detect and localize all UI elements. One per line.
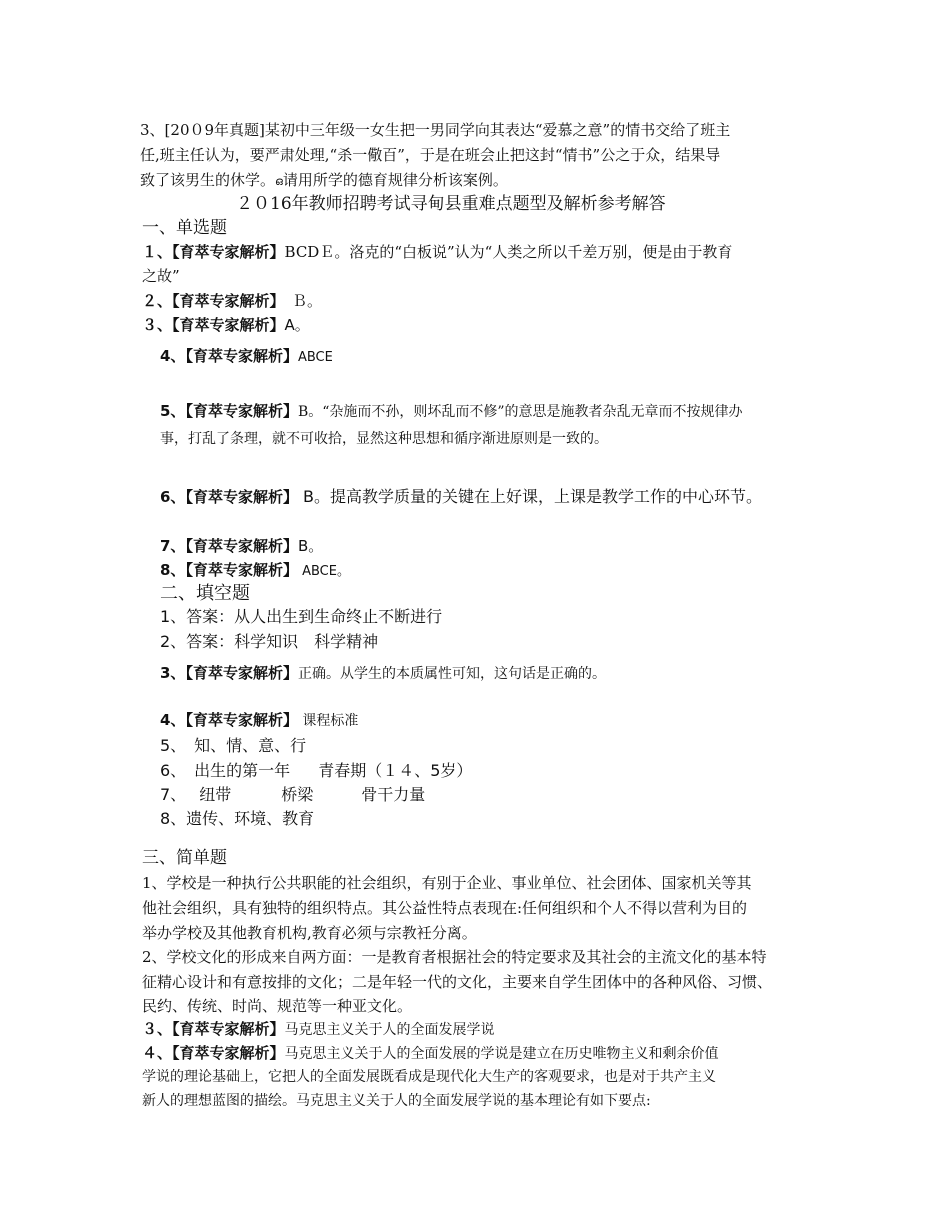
expert-tag: 【育萃专家解析】: [172, 1044, 285, 1062]
answer-number: １、: [142, 243, 173, 261]
fill-answer-4: [160, 711, 358, 730]
expert-tag: 【育萃专家解析】: [185, 347, 298, 365]
fill-answer-6-a: 6、 出生的第一年: [160, 761, 291, 780]
fill-answer-7-a: 7、 纽带: [160, 785, 232, 804]
short-answer-2-line-3: 民约、传统、时尚、规范等一种亚文化。: [142, 997, 413, 1015]
expert-tag: 【育萃专家解析】: [172, 292, 278, 310]
short-answer-2-line-2: 征精心设计和有意按排的文化；二是年轻一代的文化，主要来自学生团体中的各种风俗、习惯、: [142, 973, 773, 991]
short-answer-4-line-2: 学说的理论基础上，它把人的全面发展既看成是现代化大生产的客观要求，也是对于共产主义: [142, 1069, 716, 1085]
short-answer-1-line-1: 1、学校是一种执行公共职能的社会组织，有别于企业、事业单位、社会团体、国家机关等其: [142, 874, 752, 892]
answer-text: A。: [284, 316, 310, 334]
answer-number: 3、: [160, 664, 186, 682]
answer-1-6: [160, 487, 762, 506]
answer-1-5: [160, 402, 743, 421]
expert-tag: 【育萃专家解析】: [172, 1020, 285, 1038]
fill-answer-6: [160, 761, 472, 780]
answer-number: 4、: [160, 347, 186, 365]
fill-answer-3: [160, 664, 606, 683]
short-answer-4-line-3: 新人的理想蓝图的描绘。马克思主义关于人的全面发展学说的基本理论有如下要点:: [142, 1093, 651, 1109]
answer-number: 8、: [160, 561, 186, 579]
short-answer-1-line-2: 他社会组织，具有独特的组织特点。其公益性特点表现在:任何组织和个人不得以营利为目的: [142, 899, 748, 917]
answer-1-7: [160, 537, 323, 555]
answer-text: B。“杂施而不孙，则坏乱而不修”的意思是施教者杂乱无章而不按规律办: [297, 404, 743, 420]
answer-number: ４、: [142, 1044, 173, 1062]
short-answer-4: [142, 1044, 719, 1063]
fill-answer-6-b: 青春期（１４、5岁）: [318, 761, 473, 780]
fill-answer-5: 5、 知、情、意、行: [160, 736, 307, 755]
answer-1-1-cont: 之故”: [142, 267, 180, 285]
expert-tag: 【育萃专家解析】: [172, 243, 285, 261]
answer-1-8: [160, 561, 350, 580]
intro-mark: ഒ: [275, 175, 283, 188]
intro-line-3: [140, 171, 508, 189]
answer-number: 7、: [160, 537, 186, 555]
expert-tag: 【育萃专家解析】: [185, 488, 298, 506]
answer-1-4: [160, 347, 333, 366]
answer-1-2: [142, 292, 322, 310]
intro-line-3-text-b: 请用所学的德育规律分析该案例。: [282, 171, 508, 189]
answer-text: 马克思主义关于人的全面发展的学说是建立在历史唯物主义和剩余价值: [284, 1046, 719, 1062]
answer-number: 5、: [160, 402, 186, 420]
answer-text: Ｂ。: [277, 292, 323, 310]
section-heading-short-answer: 三、简单题: [142, 848, 227, 868]
answer-text: B。提高教学质量的关键在上好课，上课是教学工作的中心环节。: [297, 487, 763, 506]
answer-text: 课程标准: [297, 713, 359, 729]
short-answer-1-line-3: 举办学校及其他教育机构,教育必须与宗教衽分离。: [142, 924, 477, 942]
answer-1-3: [142, 316, 310, 334]
fill-answer-7: [160, 785, 425, 804]
answer-number: 4、: [160, 711, 186, 729]
fill-answer-2: 2、答案：科学知识 科学精神: [160, 632, 379, 651]
expert-tag: 【育萃专家解析】: [185, 711, 298, 729]
intro-line-1: 3、[20０9年真题]某初中三年级一女生把一男同学向其表达“爱慕之意”的情书交给了班主: [140, 121, 731, 139]
answer-text: 马克思主义关于人的全面发展学说: [284, 1022, 495, 1038]
answer-text: ABCE。: [297, 564, 350, 579]
short-answer-2-line-1: 2、学校文化的形成来自两方面：一是教育者根据社会的特定要求及其社会的主流文化的基本特: [142, 948, 767, 966]
answer-text: BCDＥ。洛克的“白板说”认为“人类之所以千差万别，便是由于教育: [284, 243, 733, 261]
expert-tag: 【育萃专家解析】: [172, 316, 285, 334]
answer-text: B。: [297, 537, 324, 555]
short-answer-3: [142, 1020, 495, 1039]
intro-line-3-text: 致了该男生的休学。: [140, 171, 276, 189]
fill-answer-7-c: 骨干力量: [361, 785, 426, 804]
section-heading-fill-in: 二、填空题: [160, 583, 250, 604]
answer-number: ２、: [142, 292, 173, 310]
section-heading-single-choice: 一、单选题: [142, 218, 227, 238]
answer-text: ABCE: [297, 350, 333, 365]
fill-answer-7-b: 桥梁: [281, 785, 314, 804]
answer-number: 6、: [160, 488, 186, 506]
page-title: ２０16年教师招聘考试寻甸县重难点题型及解析参考解答: [236, 194, 666, 214]
answer-text: 正确。从学生的本质属性可知，这句话是正确的。: [297, 666, 606, 682]
expert-tag: 【育萃专家解析】: [185, 537, 298, 555]
answer-number: ３、: [142, 1020, 173, 1038]
answer-1-5-cont: 事，打乱了条理，就不可收拾，显然这种思想和循序渐进原则是一致的。: [160, 431, 608, 447]
intro-line-2: 任,班主任认为，要严肃处理,“杀一儆百”，于是在班会止把这封“情书”公之于众，结果导: [140, 146, 721, 164]
expert-tag: 【育萃专家解析】: [185, 402, 298, 420]
expert-tag: 【育萃专家解析】: [185, 561, 298, 579]
answer-number: ３、: [142, 316, 173, 334]
fill-answer-8: 8、遗传、环境、教育: [160, 809, 315, 828]
expert-tag: 【育萃专家解析】: [185, 664, 298, 682]
answer-1-1: [142, 243, 732, 261]
fill-answer-1: 1、答案：从人出生到生命终止不断进行: [160, 607, 443, 626]
